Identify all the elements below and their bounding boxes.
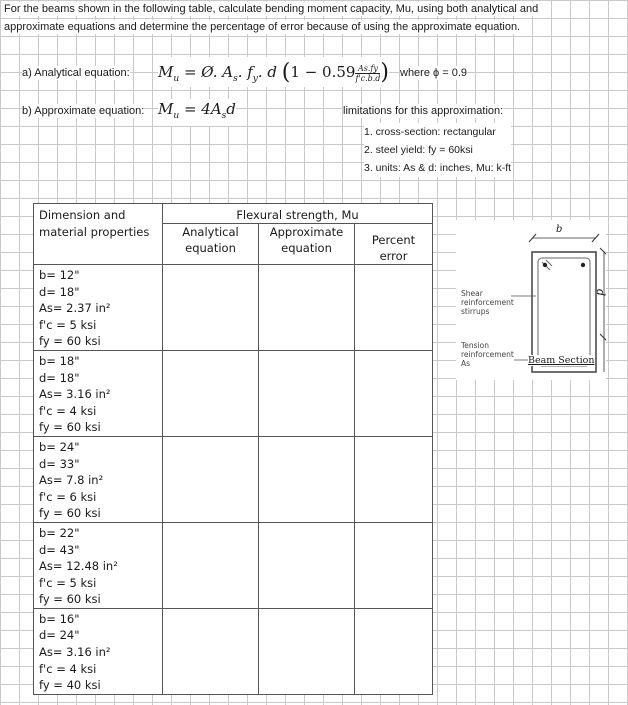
- limitations-title: limitations for this approximation:: [343, 105, 504, 117]
- percent-error-cell[interactable]: [355, 436, 433, 522]
- shear-reinforcement-label: Shear reinforcement stirrups: [461, 289, 514, 316]
- limitation-item: 3. units: As & d: inches, Mu: k-ft: [364, 162, 512, 174]
- beam-properties: b= 22" d= 43" As= 12.48 in² f'c = 5 ksi fy = 60 ksi: [34, 522, 163, 608]
- header-approximate: Approximate equation: [259, 224, 355, 265]
- limitation-item: 1. cross-section: rectangular: [364, 126, 496, 138]
- approximate-cell[interactable]: [259, 522, 355, 608]
- percent-error-cell[interactable]: [355, 350, 433, 436]
- percent-error-cell[interactable]: [355, 522, 433, 608]
- analytical-cell[interactable]: [163, 350, 259, 436]
- table-row: [34, 522, 433, 608]
- approximate-cell[interactable]: [259, 265, 355, 351]
- beam-properties: b= 12" d= 18" As= 2.37 in² f'c = 5 ksi fy = 60 ksi: [34, 265, 163, 351]
- analytical-equation-label: a) Analytical equation:: [22, 67, 130, 79]
- limitation-item: 2. steel yield: fy = 60ksi: [364, 144, 473, 156]
- percent-error-cell[interactable]: [355, 608, 433, 694]
- approximate-equation-label: b) Approximate equation:: [22, 105, 145, 117]
- beam-properties: b= 18" d= 18" As= 3.16 in² f'c = 4 ksi fy = 60 ksi: [34, 350, 163, 436]
- d-dimension-label: d: [594, 288, 608, 297]
- table-row: [34, 608, 433, 694]
- analytical-equation: $M_u$ = Ø. $A_s$. $f_y$. d (1 − 0.59 $\frac{As.fy}{f'c.b.d}$ ): [158, 57, 389, 87]
- intro-line-1: For the beams shown in the following table, calculate bending moment capacity, Mu, using both analytical and: [4, 3, 539, 15]
- approximate-equation: $M_u = 4A_sd$: [158, 99, 236, 126]
- phi-value: where ϕ = 0.9: [400, 67, 468, 79]
- analytical-cell[interactable]: [163, 436, 259, 522]
- b-dimension-label: b: [556, 224, 563, 235]
- approximate-cell[interactable]: [259, 608, 355, 694]
- table-row: [34, 436, 433, 522]
- header-dimensions: Dimension and material properties: [34, 204, 163, 265]
- intro-line-2: approximate equations and determine the percentage of error because of using the approximate equation.: [4, 21, 521, 33]
- table-row: [34, 350, 433, 436]
- analytical-cell[interactable]: [163, 608, 259, 694]
- header-analytical: Analytical equation: [163, 224, 259, 265]
- limitations-list: [364, 123, 511, 177]
- approximate-cell[interactable]: [259, 436, 355, 522]
- analytical-cell[interactable]: [163, 522, 259, 608]
- beam-section-caption: Beam Section: [528, 355, 595, 366]
- table-row: [34, 265, 433, 351]
- beam-table: [33, 203, 433, 695]
- beam-properties: b= 16" d= 24" As= 3.16 in² f'c = 4 ksi fy = 40 ksi: [34, 608, 163, 694]
- analytical-cell[interactable]: [163, 265, 259, 351]
- header-percent-error: Percent error: [355, 224, 433, 265]
- beam-properties: b= 24" d= 33" As= 7.8 in² f'c = 6 ksi fy = 60 ksi: [34, 436, 163, 522]
- tension-reinforcement-label: Tension reinforcement As: [461, 341, 514, 368]
- percent-error-cell[interactable]: [355, 265, 433, 351]
- approximate-cell[interactable]: [259, 350, 355, 436]
- header-flexural-strength: Flexural strength, Mu: [163, 204, 433, 224]
